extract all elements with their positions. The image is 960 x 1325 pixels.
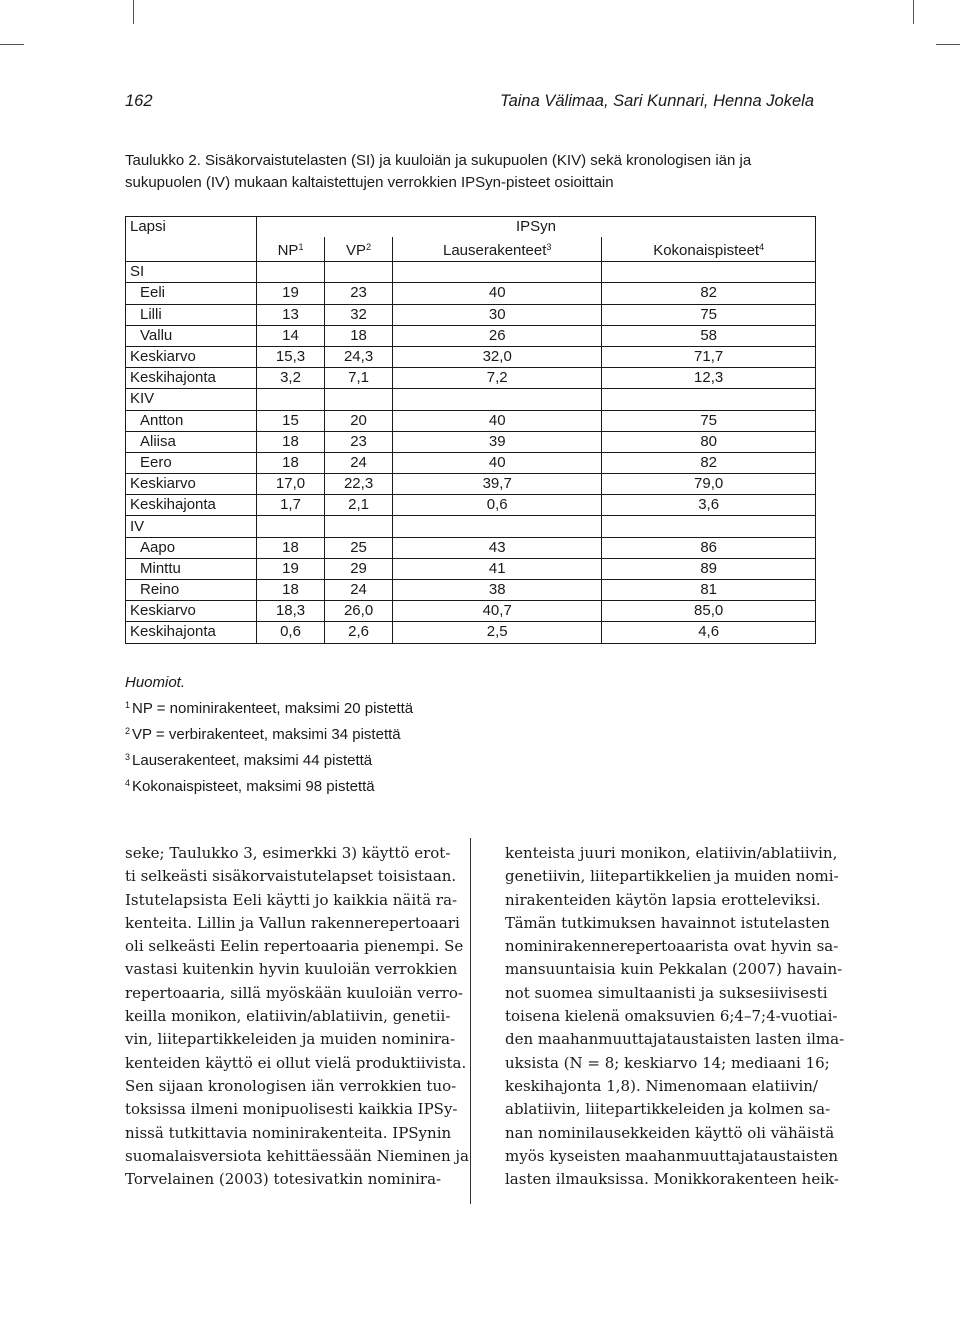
value-cell: 1,7 [257, 495, 325, 516]
group-label-row [126, 389, 816, 410]
body-text-line: Istutelapsista Eeli käytti jo kaikkia näitä ra- [125, 890, 458, 909]
value-cell: 40,7 [393, 601, 602, 622]
body-text-line: Torvelainen (2003) totesivatkin nominira- [125, 1170, 442, 1189]
value-cell: 40 [393, 410, 602, 431]
value-cell: 40 [393, 283, 602, 304]
body-text-line: den maahanmuuttajataustaisten lasten ilma- [505, 1030, 845, 1049]
value-cell: 32,0 [393, 346, 602, 367]
row-label: Lilli [126, 304, 257, 325]
value-cell: 71,7 [602, 346, 816, 367]
value-cell: 15 [257, 410, 325, 431]
notes-heading: Huomiot. [125, 674, 186, 691]
table-row [126, 495, 816, 516]
body-text-line: oli selkeästi Eelin repertoaaria pienempi. Se [125, 937, 464, 956]
value-cell: 7,2 [393, 368, 602, 389]
body-text-line: nan nominilausekkeiden käyttö oli vähäistä [505, 1123, 835, 1142]
footnote-marker: 1 [298, 242, 304, 253]
body-text-line: kenteita. Lillin ja Vallun rakennerepertoaari [125, 913, 460, 932]
value-cell: 41 [393, 558, 602, 579]
value-cell: 38 [393, 580, 602, 601]
value-cell: 24 [325, 452, 393, 473]
value-cell: 80 [602, 431, 816, 452]
value-cell: 81 [602, 580, 816, 601]
row-label: Eero [126, 452, 257, 473]
note-item [125, 746, 413, 772]
body-text-line: nominirakennerepertoaarista ovat hyvin sa- [505, 937, 839, 956]
footnote-marker: 3 [546, 242, 552, 253]
column-divider [470, 838, 471, 1204]
note-text: Lauserakenteet, maksimi 44 pistettä [132, 752, 373, 769]
value-cell: 40 [393, 452, 602, 473]
running-head-authors: Taina Välimaa, Sari Kunnari, Henna Jokela [500, 92, 814, 110]
caption-line: Taulukko 2. Sisäkorvaistutelasten (SI) ja kuuloiän ja sukupuolen (KIV) sekä kronologisen iän ja [125, 152, 752, 169]
value-cell: 24 [325, 580, 393, 601]
body-text-line: genetiivin, liitepartikkelien ja muiden nomi- [505, 867, 839, 886]
table-row [126, 325, 816, 346]
value-cell: 82 [602, 452, 816, 473]
footnote-marker: 4 [125, 778, 131, 788]
crop-mark [0, 44, 24, 45]
table-row [126, 558, 816, 579]
table-caption [125, 150, 825, 194]
body-text-line: seke; Taulukko 3, esimerkki 3) käyttö erot- [125, 844, 451, 862]
value-cell: 26,0 [325, 601, 393, 622]
table-row [126, 346, 816, 367]
body-text-line: not suomea simultaanisti ja suksesiivisesti [505, 983, 828, 1002]
row-label: Reino [126, 580, 257, 601]
table-body [126, 217, 816, 644]
footnote-marker: 2 [366, 242, 372, 253]
column-header [325, 237, 393, 262]
body-text-line: kenteista juuri monikon, elatiivin/ablatiivin, [505, 844, 838, 862]
table-row [126, 283, 816, 304]
value-cell: 23 [325, 431, 393, 452]
value-cell: 86 [602, 537, 816, 558]
group-label: KIV [126, 389, 257, 410]
note-item [125, 694, 413, 720]
body-text-line: lasten ilmauksissa. Monikkorakenteen heik- [505, 1170, 839, 1189]
table-row [126, 304, 816, 325]
value-cell: 82 [602, 283, 816, 304]
row-label: Keskiarvo [126, 346, 257, 367]
value-cell: 4,6 [602, 622, 816, 643]
table-row [126, 474, 816, 495]
body-text-line: ablatiivin, liitepartikkeleiden ja kolmen sa- [505, 1100, 831, 1119]
crop-mark [133, 0, 134, 24]
crop-mark [936, 44, 960, 45]
value-cell: 13 [257, 304, 325, 325]
note-text: VP = verbirakenteet, maksimi 34 pistettä [132, 726, 401, 743]
column-header-label: NP [277, 242, 299, 260]
empty-cell [602, 389, 816, 410]
page-number: 162 [125, 92, 153, 110]
caption-line: sukupuolen (IV) mukaan kaltaistettujen verrokkien IPSyn-pisteet osioittain [125, 174, 614, 191]
group-label-row [126, 516, 816, 537]
body-text-line: vastasi kuitenkin hyvin kuuloiän verrokkien [125, 960, 458, 979]
value-cell: 23 [325, 283, 393, 304]
body-text-line: suomalaisversiota kehittäessään Nieminen ja [125, 1146, 469, 1165]
group-label: SI [126, 262, 257, 283]
empty-cell [393, 516, 602, 537]
empty-cell [602, 262, 816, 283]
value-cell: 18 [257, 431, 325, 452]
value-cell: 39 [393, 431, 602, 452]
value-cell: 19 [257, 283, 325, 304]
empty-cell [393, 262, 602, 283]
empty-cell [325, 516, 393, 537]
group-label: IV [126, 516, 257, 537]
column-header [257, 237, 325, 262]
value-cell: 18 [257, 537, 325, 558]
ipsyn-table [125, 216, 816, 644]
body-text-line: kenteiden käyttö ei ollut vielä produktiivista. [125, 1053, 467, 1072]
note-text: Kokonaispisteet, maksimi 98 pistettä [132, 778, 375, 795]
column-header-label: VP [346, 242, 367, 260]
value-cell: 20 [325, 410, 393, 431]
empty-cell [325, 262, 393, 283]
value-cell: 30 [393, 304, 602, 325]
value-cell: 75 [602, 304, 816, 325]
empty-cell [257, 516, 325, 537]
value-cell: 0,6 [257, 622, 325, 643]
footnote-marker: 2 [125, 726, 131, 736]
body-column-left [125, 842, 469, 1191]
row-label: Eeli [126, 283, 257, 304]
value-cell: 85,0 [602, 601, 816, 622]
body-text-line: toisena kielenä omaksuvien 6;4–7;4-vuotiai- [505, 1007, 838, 1026]
table-row [126, 601, 816, 622]
body-column-right [505, 842, 845, 1191]
value-cell: 75 [602, 410, 816, 431]
body-text-line: nirakenteiden käytön lapsia erotteleviksi. [505, 890, 821, 909]
row-label: Minttu [126, 558, 257, 579]
empty-cell [325, 389, 393, 410]
value-cell: 18,3 [257, 601, 325, 622]
body-text-line: mansuuntaisia kuin Pekkalan (2007) havain- [505, 960, 843, 979]
value-cell: 7,1 [325, 368, 393, 389]
row-label: Vallu [126, 325, 257, 346]
value-cell: 25 [325, 537, 393, 558]
value-cell: 89 [602, 558, 816, 579]
table-row [126, 580, 816, 601]
group-label-row [126, 262, 816, 283]
row-label: Keskiarvo [126, 601, 257, 622]
value-cell: 18 [257, 580, 325, 601]
value-cell: 12,3 [602, 368, 816, 389]
value-cell: 3,2 [257, 368, 325, 389]
row-label: Keskihajonta [126, 368, 257, 389]
body-text-line: vin, liitepartikkeleiden ja muiden nominira- [125, 1030, 456, 1049]
table-row [126, 452, 816, 473]
body-text-line: keskihajonta 1,8). Nimenomaan elatiivin/ [505, 1076, 818, 1095]
crop-mark [913, 0, 914, 24]
empty-cell [257, 262, 325, 283]
note-item [125, 720, 413, 746]
column-header-label: Lauserakenteet [442, 242, 547, 260]
body-text-line: uksista (N = 8; keskiarvo 14; mediaani 16; [505, 1053, 830, 1072]
note-text: NP = nominirakenteet, maksimi 20 pistettä [132, 700, 414, 717]
empty-cell [602, 516, 816, 537]
row-header-spacer [126, 237, 257, 262]
body-text-line: repertoaaria, sillä myöskään kuuloiän verro- [125, 983, 463, 1002]
value-cell: 14 [257, 325, 325, 346]
value-cell: 0,6 [393, 495, 602, 516]
table-notes [125, 672, 413, 798]
value-cell: 39,7 [393, 474, 602, 495]
value-cell: 24,3 [325, 346, 393, 367]
value-cell: 2,6 [325, 622, 393, 643]
column-header [602, 237, 816, 262]
row-header-cell: Lapsi [126, 217, 257, 238]
table-row [126, 622, 816, 643]
value-cell: 29 [325, 558, 393, 579]
header-row [126, 217, 816, 238]
empty-cell [393, 389, 602, 410]
value-cell: 2,5 [393, 622, 602, 643]
footnote-marker: 1 [125, 700, 131, 710]
body-text-line: nissä tutkittavia nominirakenteita. IPSynin [125, 1123, 452, 1142]
body-text-line: ti selkeästi sisäkorvaistutelapset toisistaan. [125, 867, 457, 886]
body-text-line: Sen sijaan kronologisen iän verrokkien tuo- [125, 1076, 457, 1095]
row-label: Aliisa [126, 431, 257, 452]
row-label: Keskihajonta [126, 622, 257, 643]
value-cell: 18 [257, 452, 325, 473]
footnote-marker: 3 [125, 752, 131, 762]
value-cell: 3,6 [602, 495, 816, 516]
column-header [393, 237, 602, 262]
table-row [126, 431, 816, 452]
value-cell: 26 [393, 325, 602, 346]
row-label: Antton [126, 410, 257, 431]
value-cell: 58 [602, 325, 816, 346]
table-row [126, 368, 816, 389]
group-header-cell: IPSyn [257, 217, 816, 238]
value-cell: 32 [325, 304, 393, 325]
table-row [126, 537, 816, 558]
row-label: Aapo [126, 537, 257, 558]
body-text-line: myös kyseisten maahanmuuttajataustaisten [505, 1146, 839, 1165]
value-cell: 79,0 [602, 474, 816, 495]
value-cell: 19 [257, 558, 325, 579]
body-text-line: toksissa ilmeni monipuolisesti kaikkia IPSy- [125, 1100, 458, 1119]
column-header-label: Kokonaispisteet [653, 242, 760, 260]
header-row [126, 237, 816, 262]
row-label: Keskihajonta [126, 495, 257, 516]
body-text-line: Tämän tutkimuksen havainnot istutelasten [505, 913, 830, 932]
value-cell: 22,3 [325, 474, 393, 495]
row-label: Keskiarvo [126, 474, 257, 495]
value-cell: 43 [393, 537, 602, 558]
value-cell: 2,1 [325, 495, 393, 516]
running-head [125, 92, 814, 111]
empty-cell [257, 389, 325, 410]
note-item [125, 772, 413, 798]
footnote-marker: 4 [759, 242, 765, 253]
body-text-line: keilla monikon, elatiivin/ablatiivin, genetii- [125, 1007, 451, 1026]
value-cell: 17,0 [257, 474, 325, 495]
table-row [126, 410, 816, 431]
value-cell: 18 [325, 325, 393, 346]
value-cell: 15,3 [257, 346, 325, 367]
